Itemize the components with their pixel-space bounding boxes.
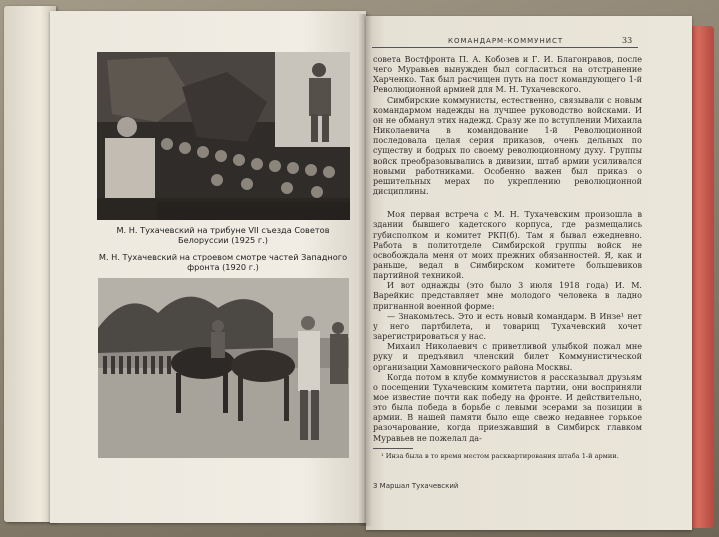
photo-tribune: [97, 52, 350, 220]
caption-photo-tribune: М. Н. Тухачевский на трибуне VII съезда Советов Белоруссии (1925 г.): [116, 225, 330, 245]
header-rule: [372, 47, 638, 48]
footnote-rule: [373, 448, 413, 449]
paragraph: Когда потом в клубе коммунистов я рассказывал друзьям о посещении Тухачевским комитета партии, они восприняли мое известие почти как победу на фронте. И действительно, это была победа в борьбе с левыми эсерами за позиции в армии. В нашей памяти было еще свежо недавнее горькое разочарование, когда приезжавший в Симбирск главком Муравьев не пожелал да-: [373, 372, 642, 443]
photo-troop-review: [98, 278, 349, 458]
paragraph: Симбирские коммунисты, естественно, связывали с новым командармом надежды на лучшее руководство войсками. И он не обманул этих надежд. Сразу же по вступлении Михаила Николаевича в командование 1-й Революционной последовала целая серия приказов, очень дельных по существу и бодрых по своему революционному духу. Группы войск преобразовывались в дивизии, штаб армии усиливался новыми работниками. Особенно важен был приказ о решительных мерах по укреплению революционной дисциплины.: [373, 95, 642, 197]
paragraph: — Знакомьтесь. Это и есть новый командарм. В Инзе¹ нет у него партбилета, и товарищ Тухачевский хочет зарегистрироваться у нас.: [373, 311, 642, 342]
caption-photo-review: М. Н. Тухачевский на строевом смотре частей Западного фронта (1920 г.): [98, 252, 348, 272]
paragraph: И вот однажды (это было 3 июля 1918 года) И. М. Варейкис представляет мне молодого человека в ладно пригнанной военной форме:: [373, 281, 642, 311]
section-gap: [373, 197, 642, 210]
paragraph: совета Востфронта П. А. Кобозев и Г. И. Благонравов, после чего Муравьев вынужден был согласиться на отстранение Харченко. Так был расчищен путь на пост командующего 1-й Революционной армией для М. Н. Тухачевского.: [373, 55, 642, 95]
paragraph: Моя первая встреча с М. Н. Тухачевским произошла в здании бывшего кадетского корпуса, где размещались губисполком и комитет РКП(б). Там я бывал ежедневно. Работа в политотделе Симбирской группы войск не освобождала меня от моих прежних обязанностей. Я, как и раньше, ведал в Симбирском комитете большевиков партийной техникой.: [373, 210, 642, 281]
page-body-text: [373, 55, 642, 460]
footnote: ¹ Инза была в то время местом расквартирования штаба 1-й армии.: [381, 451, 619, 460]
running-head: КОМАНДАРМ-КОММУНИСТ: [448, 37, 564, 45]
page-number: 33: [622, 36, 633, 45]
book-gutter: [358, 14, 372, 526]
book-cover-left: [4, 6, 56, 522]
paragraph: Михаил Николаевич с приветливой улыбкой пожал мне руку и предъявил членский билет Коммунистической организации Хамовнического района Москвы.: [373, 342, 642, 372]
signature-mark: 3 Маршал Тухачевский: [373, 482, 459, 490]
